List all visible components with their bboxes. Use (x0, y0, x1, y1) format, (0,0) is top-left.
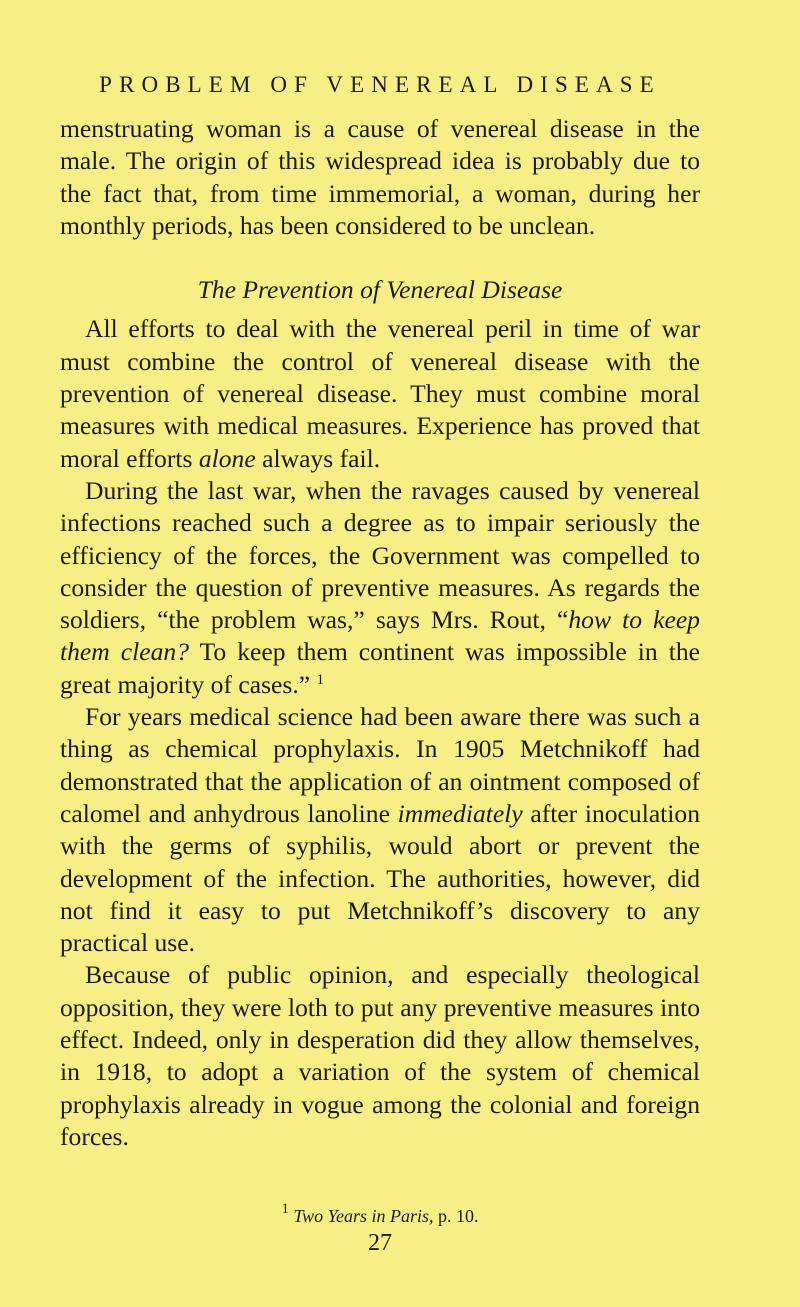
page-number: 27 (368, 1230, 392, 1256)
footnote-number: 1 (281, 1201, 289, 1217)
paragraph-3 (60, 475, 700, 701)
footnote-reference: 1 (316, 671, 325, 688)
paragraph-3-text-end: To keep them continent was impossible in the great majority of cases.” (60, 637, 700, 699)
paragraph-2-text: All efforts to deal with the venereal peril in time of war must combine the control of venereal disease with the prevention of venereal disease. They must combine moral measures with medical measures. Experience has proved that moral efforts (60, 314, 700, 473)
paragraph-3-emphasis: how to keep them clean? (60, 605, 700, 667)
paragraph-5: Because of public opinion, and especially theological opposition, they were loth to put any preventive measures into effect. Indeed, only in desperation did they allow themselves, in 1918, to adopt a variation of the system of chemical prophylaxis already in vogue among the colonial and foreign forces. (60, 960, 700, 1151)
paragraph-4-emphasis: immediately (397, 798, 523, 828)
paragraph-4-text: For years medical science had been aware there was such a thing as chemical prophylaxis. In 1905 Metchnikoff had demonstrated that the application of an ointment composed of calomel and anhydrous lanoline (60, 702, 700, 828)
paragraph-4 (60, 701, 700, 959)
paragraph-2 (60, 313, 700, 474)
book-page (60, 0, 700, 1307)
paragraph-2-emphasis: alone (198, 443, 256, 473)
body-text (60, 113, 700, 1153)
paragraph-2-text-end: always fail. (255, 443, 381, 473)
section-title: The Prevention of Venereal Disease (197, 275, 563, 305)
footnote-title: Two Years in Paris, (293, 1206, 434, 1226)
footnote-page-reference: p. 10. (433, 1206, 479, 1226)
footnote (60, 1201, 700, 1227)
running-head: PROBLEM OF VENEREAL DISEASE (99, 72, 661, 97)
paragraph-1: menstruating woman is a cause of venereal disease in the male. The origin of this widespread idea is probably due to the fact that, from time immemorial, a woman, during her monthly periods, has been considered to be unclean. (60, 114, 700, 240)
paragraph-3-text: During the last war, when the ravages caused by venereal infections reached such a degree as to impair seriously the efficiency of the forces, the Government was compelled to consider the question of preventive measures. As regards the soldiers, “the problem was,” says Mrs. Rout, “ (60, 475, 700, 635)
paragraph-4-text-end: after inoculation with the germs of syphilis, would abort or prevent the development of the infection. The authorities, however, did not find it easy to put Metchnikoff’s discovery to any practical use. (60, 798, 700, 958)
